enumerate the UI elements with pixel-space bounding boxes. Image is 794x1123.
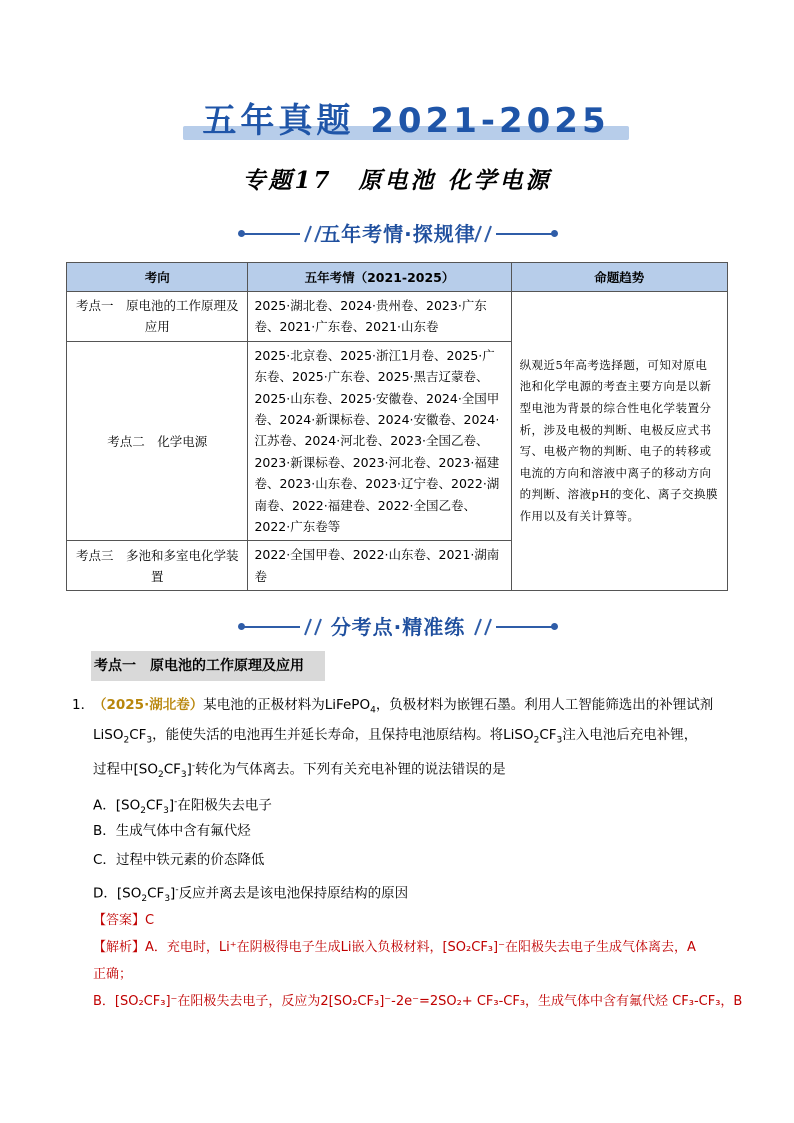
banner-dot-icon — [551, 623, 558, 630]
answer-value: C — [145, 913, 155, 928]
subscript: 3 — [163, 806, 169, 817]
banner-label: 分考点·精准练 — [330, 615, 466, 639]
option-text: 反应并离去是该电池保持原结构的原因 — [178, 885, 409, 902]
banner-line — [496, 626, 552, 628]
papers-cell: 2025·湖北卷、2024·贵州卷、2023·广东卷、2021·广东卷、2021·山东卷 — [248, 292, 511, 342]
table-header-cell: 命题趋势 — [511, 263, 727, 292]
question-text: ，能使失活的电池再生并延长寿命，且保持电池原结构。将LiSO — [152, 727, 534, 743]
option-text: [SO — [116, 885, 142, 902]
subscript: 2 — [141, 894, 148, 905]
table-header-cell: 考向 — [67, 263, 248, 292]
option-d — [93, 879, 408, 910]
subscript: 2 — [533, 735, 540, 746]
superscript: - — [174, 797, 178, 807]
slash-icon — [474, 225, 482, 243]
option-text: 在阳极失去电子 — [177, 797, 272, 814]
subscript: 3 — [164, 894, 171, 905]
question-source: （2025·湖北卷） — [93, 697, 204, 713]
practice-banner — [230, 612, 566, 642]
papers-cell: 2022·全国甲卷、2022·山东卷、2021·湖南卷 — [248, 541, 511, 591]
banner-label: 五年考情·探规律 — [320, 222, 476, 246]
page-title: 五年真题 2021-2025 — [202, 101, 610, 141]
option-label: A． — [93, 797, 116, 814]
option-label: C． — [93, 852, 116, 868]
slash-icon — [484, 225, 492, 243]
question-number: 1． — [72, 697, 95, 713]
question-line — [93, 724, 697, 752]
subscript: 2 — [140, 806, 146, 817]
option-text: ] — [168, 797, 175, 814]
subscript: 3 — [180, 770, 187, 781]
question-line — [93, 694, 713, 722]
slash-icon — [484, 618, 492, 636]
question-text: LiSO — [93, 727, 124, 743]
answer-line — [93, 910, 154, 932]
table-header-cell: 五年考情（2021-2025） — [248, 263, 511, 292]
question-text: CF — [539, 727, 557, 743]
question-text: ，负极材料为嵌锂石墨。利用人工智能筛选出的补锂试剂 — [375, 697, 714, 713]
question-text: 注入电池后充电补锂， — [562, 727, 698, 743]
answer-label: 【答案】 — [93, 913, 146, 928]
question-text: CF — [129, 727, 147, 743]
slash-icon — [474, 618, 482, 636]
overview-banner — [230, 219, 566, 249]
subscript: 2 — [157, 770, 164, 781]
topic-cell: 考点三 多池和多室电化学装置 — [67, 541, 248, 591]
subscript: 4 — [370, 705, 376, 716]
analysis-text: A．充电时，Li⁺在阴极得电子生成Li嵌入负极材料，[SO₂CF₃]⁻在阳极失去电子生成气体离去，A — [145, 940, 696, 955]
analysis-line: 正确； — [93, 967, 133, 982]
topic-cell: 考点二 化学电源 — [67, 341, 248, 541]
trend-cell: 纵观近5年高考选择题，可知对原电池和化学电源的考查主要方向是以新型电池为背景的综合性电化学装置分析，涉及电极的判断、电极反应式书写、电极产物的判断、电子的转移或电流的方向和溶液中离子的移动方向的判断、溶液pH的变化、离子交换膜作用以及有关计算等。 — [511, 292, 727, 591]
topic-cell: 考点一 原电池的工作原理及应用 — [67, 292, 248, 342]
option-text: 生成气体中含有氟代烃 — [115, 823, 251, 839]
analysis-label: 【解析】 — [93, 940, 146, 955]
option-text: CF — [145, 797, 164, 814]
subscript: 3 — [146, 735, 153, 746]
analysis-line: B．[SO₂CF₃]⁻在阳极失去电子，反应为2[SO₂CF₃]⁻-2e⁻=2SO₂+ CF₃-CF₃，生成气体中含有氟代烃 CF₃-CF₃，B — [93, 994, 743, 1009]
question-text: 某电池的正极材料为LiFePO — [203, 697, 371, 713]
option-b — [93, 820, 251, 842]
table-row — [67, 292, 728, 342]
page-subtitle: 专题17 原电池 化学电源 — [242, 167, 552, 194]
analysis-line — [93, 937, 743, 959]
subscript: 2 — [123, 735, 130, 746]
option-text: CF — [147, 885, 165, 902]
superscript: - — [175, 885, 179, 895]
table-header-row — [67, 263, 728, 292]
question-text: 过程中[SO — [93, 761, 158, 778]
option-a — [93, 791, 272, 822]
question-line — [93, 755, 506, 786]
option-text: [SO — [115, 797, 141, 814]
question-text: ] — [186, 761, 192, 778]
option-label: D． — [93, 885, 117, 902]
banner-line — [496, 233, 552, 235]
exam-overview-table — [66, 262, 728, 591]
option-label: B． — [93, 823, 116, 839]
question-text: CF — [163, 761, 181, 778]
papers-cell: 2025·北京卷、2025·浙江1月卷、2025·广东卷、2025·广东卷、2025·黑吉辽蒙卷、2025·山东卷、2025·安徽卷、2024·全国甲卷、2024·新课标卷、2024·安徽卷、2024·江苏卷、2024·河北卷、2023·全国乙卷、2023·新课标卷、2023·河北卷、2023·福建卷、2023·山东卷、2023·辽宁卷、2022·湖南卷、2022·福建卷、2022·全国乙卷、2022·广东卷等 — [248, 341, 511, 541]
option-text: 过程中铁元素的价态降低 — [115, 852, 265, 868]
question-text: 转化为气体离去。下列有关充电补锂的说法错误的是 — [195, 761, 506, 778]
subscript: 3 — [556, 735, 563, 746]
option-text: ] — [170, 885, 176, 902]
superscript: - — [191, 761, 196, 771]
option-c — [93, 849, 264, 871]
banner-dot-icon — [551, 230, 558, 237]
section-title: 考点一 原电池的工作原理及应用 — [94, 658, 304, 674]
